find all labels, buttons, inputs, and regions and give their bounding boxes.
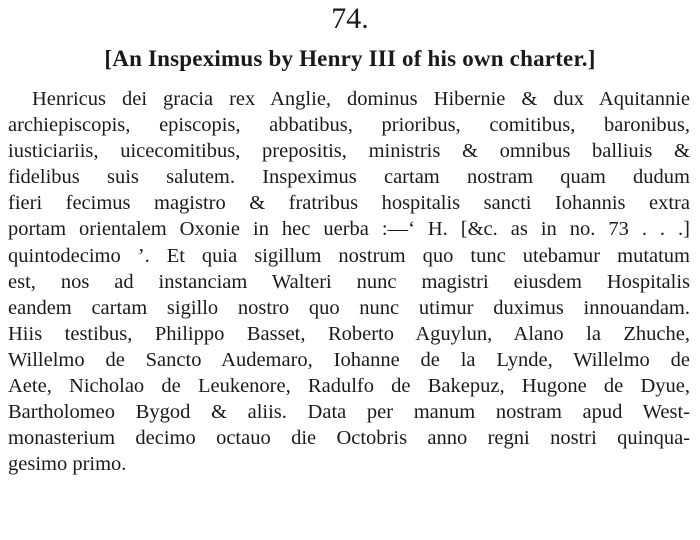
page-number: 74.: [331, 2, 369, 35]
body-line: iusticiariis, uicecomitibus, prepositis, ministris & omnibus balliuis &: [8, 140, 690, 163]
body-line: quintodecimo ’. Et quia sigillum nostrum quo tunc utebamur mutatum: [8, 244, 690, 267]
body-line: Aete, Nicholao de Leukenore, Radulfo de Bakepuz, Hugone de Dyue,: [8, 375, 690, 398]
body-line: monasterium decimo octauo die Octobris anno regni nostri quinqua-: [8, 427, 690, 450]
body-line: fidelibus suis salutem. Inspeximus cartam nostram quam dudum: [8, 166, 690, 189]
body-line: Henricus dei gracia rex Anglie, dominus Hibernie & dux Aquitannie: [32, 88, 690, 110]
body-line: Willelmo de Sancto Audemaro, Iohanne de la Lynde, Willelmo de: [8, 348, 690, 371]
body-line: est, nos ad instanciam Walteri nunc magistri eiusdem Hospitalis: [8, 270, 690, 293]
body-line: fieri fecimus magistro & fratribus hospitalis sancti Iohannis extra: [8, 192, 690, 215]
body-line: eandem cartam sigillo nostro quo nunc utimur duximus innouandam.: [8, 296, 690, 319]
body-line: portam orientalem Oxonie in hec uerba :—‘ H. [&c. as in no. 73 . . .]: [8, 218, 690, 241]
document-heading: [An Inspeximus by Henry III of his own charter.]: [104, 46, 596, 71]
body-line: Bartholomeo Bygod & aliis. Data per manum nostram apud West-: [8, 401, 690, 424]
body-line: gesimo primo.: [8, 453, 127, 476]
charter-body: [8, 86, 690, 477]
body-line: archiepiscopis, episcopis, abbatibus, prioribus, comitibus, baronibus,: [8, 114, 690, 137]
body-line: Hiis testibus, Philippo Basset, Roberto Aguylun, Alano la Zhuche,: [8, 322, 690, 345]
